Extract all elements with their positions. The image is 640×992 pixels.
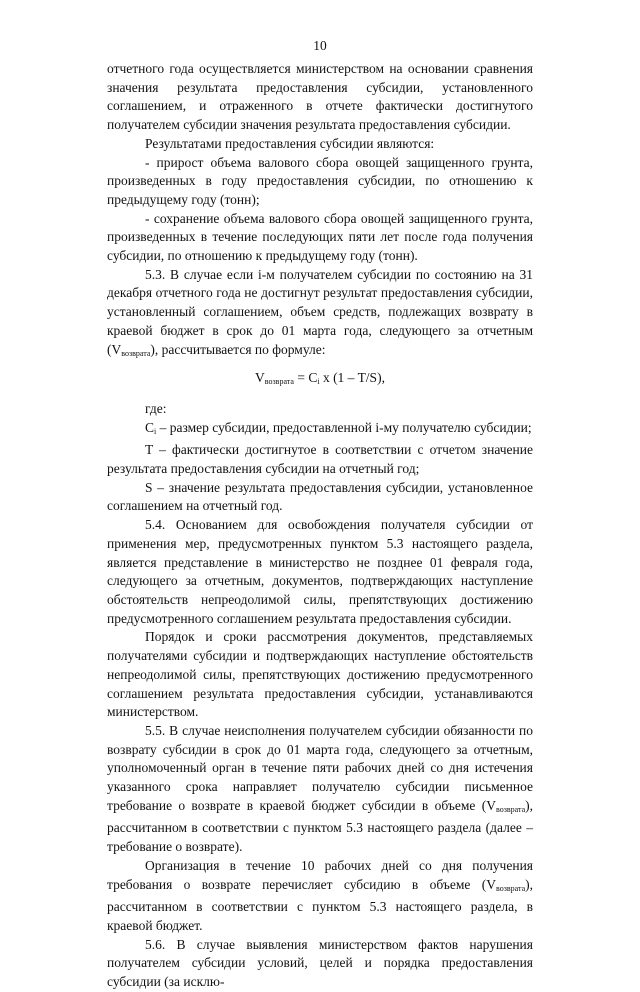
ci-subscript: i (154, 426, 157, 436)
paragraph-continuation: отчетного года осуществляется министерством на основании сравнения значения результата предоставления субсидии, установленного соглашением, и отраженного в отчете фактически достигнутого получателем субсидии значения результата предоставления субсидии. (107, 61, 533, 133)
page-number: 10 (313, 38, 327, 53)
paragraph-organization (107, 857, 533, 936)
paragraph-ci-definition (107, 419, 533, 442)
paragraph-organization-text-b: ), рассчитанном в соответствии с пунктом 5.3 настоящего раздела, в краевой бюджет. (107, 876, 533, 933)
paragraph-result-growth: - прирост объема валового сбора овощей защищенного грунта, произведенных в году предоставления субсидии, по отношению к предыдущему году (тонн); (107, 154, 533, 207)
paragraph-5-3-subscript: возврата (121, 348, 151, 358)
paragraph-5-3-text-b: ), рассчитывается по формуле: (150, 341, 326, 357)
paragraph-5-5-text-b: ), рассчитанном в соответствии с пунктом 5.3 настоящего раздела (далее – требование о возврате). (107, 797, 533, 855)
paragraph-where: где: (145, 400, 167, 416)
paragraph-5-5-text-a: 5.5. В случае неисполнения получателем субсидии обязанности по возврату субсидии в срок до 01 марта года, следующего за отчетным, уполномоченный орган в течение пяти рабочих дней со дня истечения указанного срока направляет получателю субсидии письменное требование о возврате в краевой бюджет субсидии в объеме (V (107, 722, 533, 813)
paragraph-results-intro: Результатами предоставления субсидии являются: (145, 135, 435, 151)
ci-letter: C (145, 419, 155, 435)
paragraph-result-preservation: - сохранение объема валового сбора овощей защищенного грунта, произведенных в течение последующих пяти лет после года получения субсидии, по отношению к предыдущему году (тонн). (107, 210, 533, 264)
paragraph-5-3-text-a: 5.3. В случае если i-м получателем субсидии по состоянию на 31 декабря отчетного года не достигнут результат предоставления субсидии, установленный соглашением, объем средств, подлежащих возврату в краевой бюджет в срок до 01 марта года, следующего за отчетным (V (107, 266, 533, 357)
paragraph-t-definition: T – фактически достигнутое в соответствии с отчетом значение результата предоставления субсидии на отчетный год; (107, 442, 533, 477)
paragraph-5-5-subscript: возврата (495, 804, 526, 814)
paragraph-organization-text-a: Организация в течение 10 рабочих дней со дня получения требования о возврате перечисляет субсидию в объеме (V (107, 857, 533, 892)
paragraph-review-order: Порядок и сроки рассмотрения документов, представляемых получателями субсидии и подтверждающих наступление обстоятельств непреодолимой силы, препятствующих достижению предусмотренного соглашением результата предоставления субсидии, устанавливаются министерством. (107, 629, 533, 720)
ci-definition-text: – размер субсидии, предоставленной i-му получателю субсидии; (156, 419, 532, 435)
paragraph-5-5 (107, 722, 533, 857)
document-body (107, 60, 533, 992)
formula-v-subscript: возврата (264, 377, 294, 387)
formula-equals-c: = C (293, 370, 318, 386)
refund-formula (107, 369, 533, 392)
paragraph-s-definition: S – значение результата предоставления субсидии, установленное соглашением на отчетный год. (107, 479, 533, 514)
formula-v: V (255, 370, 265, 386)
paragraph-5-4: 5.4. Основанием для освобождения получателя субсидии от применения мер, предусмотренных пунктом 5.3 настоящего раздела, является представление в министерство не позднее 01 февраля года, следующего за отчетным, документов, подтверждающих наступление обстоятельств непреодолимой силы, препятствующих достижению предусмотренного соглашением результата предоставления субсидии. (107, 517, 533, 626)
formula-c-subscript: i (317, 377, 320, 387)
formula-rest: x (1 – T/S), (319, 370, 385, 386)
paragraph-5-6: 5.6. В случае выявления министерством фактов нарушения получателем субсидии условий, целей и порядка предоставления субсидии (за исклю- (107, 936, 533, 990)
paragraph-5-3 (107, 266, 533, 364)
paragraph-organization-subscript: возврата (495, 883, 526, 893)
